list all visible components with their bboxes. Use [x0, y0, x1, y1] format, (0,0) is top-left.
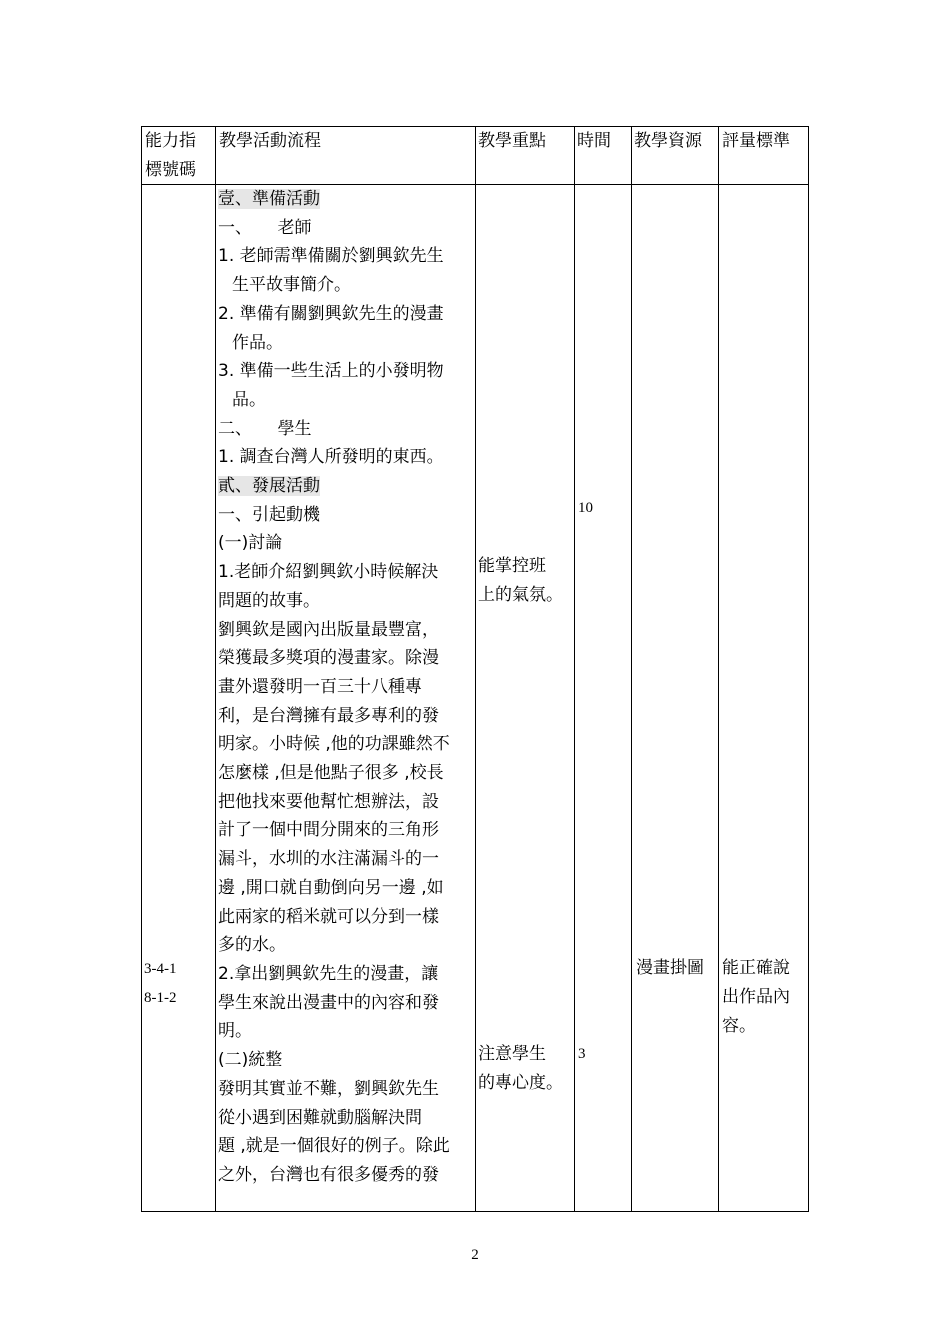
- activity-flow-line: 3. 準備一些生活上的小發明物: [218, 361, 444, 382]
- activity-flow-line: 二、 學生: [218, 418, 312, 439]
- header-activity-flow: 教學活動流程: [219, 131, 321, 151]
- activity-flow-line: 畫外還發明一百三十八種專: [218, 676, 422, 697]
- activity-flow-line: 明家。小時候 ,他的功課雖然不: [218, 734, 450, 755]
- header-resources: 教學資源: [634, 131, 702, 151]
- activity-flow-line: 2.拿出劉興欽先生的漫畫，讓: [218, 963, 439, 984]
- activity-flow-line: 1.老師介紹劉興欽小時候解決: [218, 562, 439, 583]
- activity-flow-line: 1. 老師需準備關於劉興欽先生: [218, 246, 444, 267]
- teaching-focus-2: 注意學生 的專心度。: [478, 1044, 563, 1093]
- activity-flow-line: 一、 老師: [218, 217, 312, 238]
- ability-codes: [144, 955, 177, 1013]
- activity-flow-line: 怎麼樣 ,但是他點子很多 ,校長: [218, 763, 444, 784]
- activity-flow-line: (二)統整: [218, 1050, 283, 1071]
- resource-1: 漫畫掛圖: [636, 958, 704, 978]
- activity-flow-line: [218, 472, 476, 501]
- activity-flow-line: 之外，台灣也有很多優秀的發: [218, 1164, 439, 1185]
- column-divider: [718, 127, 719, 1211]
- header-assessment: 評量標準: [722, 131, 790, 151]
- lesson-plan-table: [141, 126, 809, 1212]
- column-divider: [574, 127, 575, 1211]
- column-divider: [215, 127, 216, 1211]
- header-teaching-focus: 教學重點: [478, 131, 546, 151]
- activity-flow-line: 劉興欽是國內出版量最豐富，: [218, 619, 439, 640]
- page-number: 2: [471, 1247, 479, 1263]
- activity-flow-content: [218, 185, 476, 1190]
- activity-flow-line: 多的水。: [218, 935, 286, 956]
- time-1: 10: [578, 500, 593, 516]
- activity-flow-line: 生平故事簡介。: [232, 275, 351, 296]
- activity-flow-line: 把他找來要他幫忙想辦法，設: [218, 791, 439, 812]
- activity-flow-line: 計了一個中間分開來的三角形: [218, 820, 439, 841]
- activity-flow-line: 題 ,就是一個很好的例子。除此: [218, 1136, 450, 1157]
- activity-flow-line: 利，是台灣擁有最多專利的發: [218, 705, 439, 726]
- activity-flow-line: 明。: [218, 1021, 252, 1042]
- assessment-criteria: 能正確說 出作品內 容。: [722, 958, 790, 1036]
- activity-flow-line: [218, 185, 476, 214]
- time-2: 3: [578, 1046, 586, 1062]
- header-ability-code: 能力指 標號碼: [145, 131, 196, 180]
- activity-flow-line: 漏斗，水圳的水注滿漏斗的一: [218, 849, 439, 870]
- activity-flow-line: 發明其實並不難，劉興欽先生: [218, 1078, 439, 1099]
- activity-flow-line: 學生來說出漫畫中的內容和發: [218, 992, 439, 1013]
- activity-flow-line: (一)討論: [218, 533, 283, 554]
- ability-code: 3-4-1: [144, 961, 177, 977]
- teaching-focus-1: 能掌控班 上的氣氛。: [478, 556, 563, 605]
- activity-flow-line: 品。: [232, 389, 266, 410]
- activity-flow-line: 此兩家的稻米就可以分到一樣: [218, 906, 439, 927]
- activity-flow-line: 榮獲最多獎項的漫畫家。除漫: [218, 648, 439, 669]
- activity-flow-line: 1. 調查台灣人所發明的東西。: [218, 447, 444, 468]
- section-heading: 貳、發展活動: [218, 476, 320, 497]
- activity-flow-line: 問題的故事。: [218, 590, 320, 611]
- activity-flow-line: 作品。: [232, 332, 283, 353]
- activity-flow-line: 2. 準備有關劉興欽先生的漫畫: [218, 303, 444, 324]
- activity-flow-line: 從小遇到困難就動腦解決問: [218, 1107, 422, 1128]
- ability-code: 8-1-2: [144, 990, 177, 1006]
- header-time: 時間: [577, 131, 611, 151]
- column-divider: [631, 127, 632, 1211]
- activity-flow-line: 一、引起動機: [218, 504, 320, 525]
- activity-flow-line: 邊 ,開口就自動倒向另一邊 ,如: [218, 877, 444, 898]
- section-heading: 壹、準備活動: [218, 189, 320, 209]
